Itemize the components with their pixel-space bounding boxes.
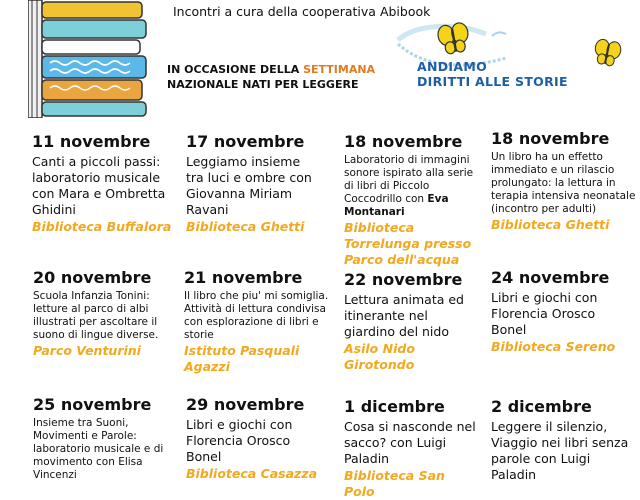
occasion-highlight: SETTIMANA (303, 63, 376, 76)
event-card (491, 269, 631, 355)
event-venue: Biblioteca Ghetti (491, 217, 610, 232)
books-stack-illustration (28, 0, 148, 118)
event-card (32, 133, 182, 235)
event-date: 20 novembre (33, 268, 152, 287)
header-subtitle: Incontri a cura della cooperativa Abibook (173, 4, 431, 19)
event-description: Un libro ha un effetto immediato e un rilascio prolungato: la lettura in terapia intensiva neonatale (incontro per adulti) (491, 151, 636, 215)
event-date: 11 novembre (32, 132, 151, 151)
event-card (186, 396, 326, 482)
event-description-strong: Eva Montanari (344, 193, 449, 218)
butterfly-icon (436, 22, 471, 56)
occasion-prefix: IN OCCASIONE DELLA (167, 63, 300, 76)
occasion-text (167, 62, 375, 92)
event-venue: Biblioteca Ghetti (186, 219, 305, 234)
event-date: 24 novembre (491, 268, 610, 287)
logo-line2: DIRITTI ALLE STORIE (417, 74, 568, 89)
event-description: Insieme tra Suoni, Movimenti e Parole: laboratorio musicale e di movimento con Elisa Vincenzi (33, 417, 164, 481)
event-description: Il libro che piu' mi somiglia. Attività di lettura condivisa con esplorazione di libri e storie (184, 290, 329, 341)
event-venue: Biblioteca Casazza (186, 466, 318, 481)
event-venue: Biblioteca Sereno (491, 339, 616, 354)
event-description: Canti a piccoli passi: laboratorio musicale con Mara e Ombretta Ghidini (32, 154, 166, 217)
event-date: 25 novembre (33, 395, 152, 414)
event-date: 21 novembre (184, 268, 303, 287)
event-date: 18 novembre (344, 132, 463, 151)
event-card (184, 269, 336, 375)
event-description (344, 154, 484, 219)
butterfly-icon (592, 38, 622, 67)
event-card (344, 133, 484, 268)
event-date: 1 dicembre (344, 397, 445, 416)
event-venue: Parco Venturini (33, 343, 141, 358)
event-card (33, 396, 183, 482)
event-venue: Asilo Nido Girotondo (344, 341, 415, 372)
event-description: Cosa si nasconde nel sacco? con Luigi Paladin (344, 419, 476, 466)
event-description: Libri e giochi con Florencia Orosco Bonel (186, 417, 293, 464)
event-venue: Biblioteca Torrelunga presso Parco dell'acqua (344, 220, 472, 267)
event-card (491, 130, 637, 233)
event-card (344, 398, 478, 500)
event-date: 2 dicembre (491, 397, 592, 416)
event-description-text: Laboratorio di immagini sonore ispirato alla serie di libri di Piccolo Coccodrillo con (344, 154, 474, 205)
event-date: 29 novembre (186, 395, 305, 414)
event-venue: Biblioteca Buffalora (32, 219, 172, 234)
event-card (33, 269, 183, 359)
event-description: Scuola Infanzia Tonini: letture al parco di albi illustrati per ascoltare il suono di lingue diverse. (33, 290, 159, 341)
occasion-line2: NAZIONALE NATI PER LEGGERE (167, 78, 359, 91)
event-date: 17 novembre (186, 132, 305, 151)
event-description: Lettura animata ed itinerante nel giardino del nido (344, 292, 464, 339)
event-card (186, 133, 316, 235)
event-date: 22 novembre (344, 270, 463, 289)
event-description: Leggere il silenzio, Viaggio nei libri senza parole con Luigi Paladin (491, 419, 629, 482)
event-card (344, 271, 480, 373)
event-date: 18 novembre (491, 129, 610, 148)
book-spine-pages (28, 0, 42, 118)
event-description: Libri e giochi con Florencia Orosco Bonel (491, 290, 598, 337)
event-description: Leggiamo insieme tra luci e ombre con Giovanna Miriam Ravani (186, 154, 312, 217)
event-venue: Istituto Pasquali Agazzi (184, 343, 300, 374)
logo-line1: ANDIAMO (417, 59, 488, 74)
logo-title (417, 59, 568, 89)
event-card (491, 398, 629, 483)
event-venue: Biblioteca San Polo (344, 468, 445, 499)
